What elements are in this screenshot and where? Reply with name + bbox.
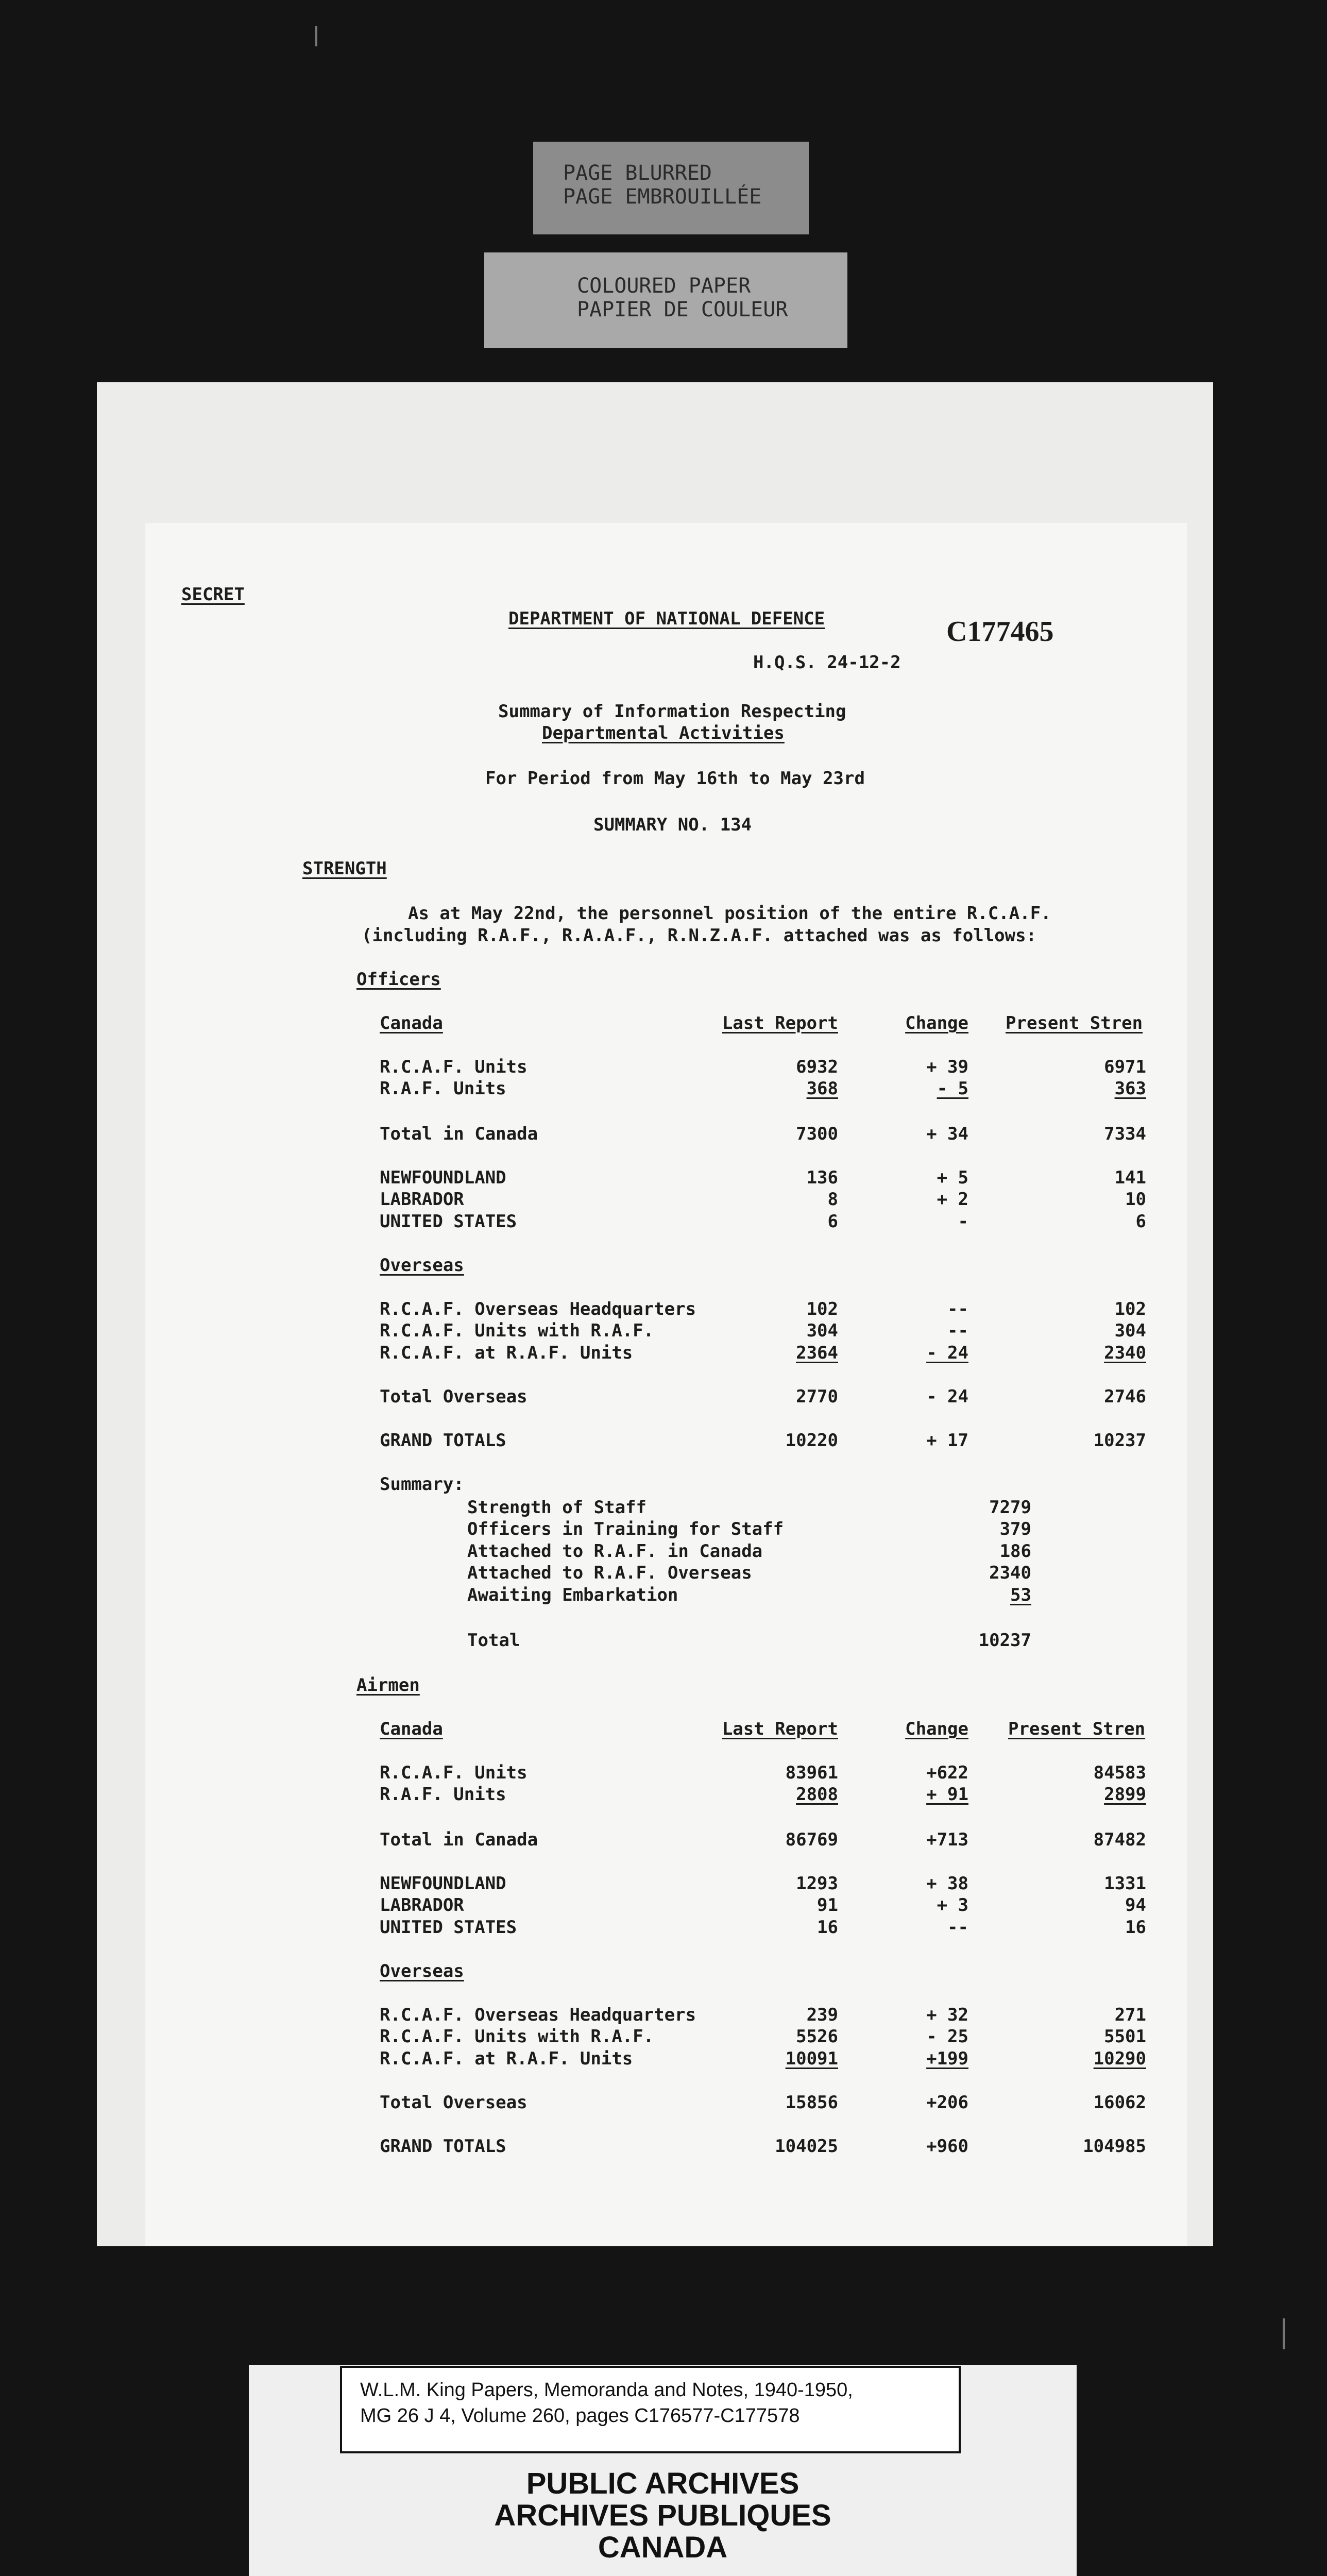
present-strength-value: 10237 bbox=[1093, 1430, 1146, 1451]
row-label: R.C.A.F. Overseas Headquarters bbox=[380, 1299, 696, 1319]
citation-box bbox=[340, 2366, 961, 2453]
present-strength-value: 141 bbox=[1114, 1167, 1146, 1188]
change-value: +199 bbox=[926, 2048, 968, 2069]
film-mark bbox=[1283, 2318, 1285, 2349]
change-value: + 39 bbox=[926, 1057, 968, 1077]
reference-number: C177465 bbox=[946, 616, 1054, 648]
change-value: + 91 bbox=[926, 1784, 968, 1805]
citation-line: W.L.M. King Papers, Memoranda and Notes, 1940-1950, bbox=[360, 2379, 853, 2401]
summary-row-value: 7279 bbox=[989, 1497, 1031, 1518]
row-label: NEWFOUNDLAND bbox=[380, 1873, 506, 1894]
summary-row-value: 379 bbox=[999, 1519, 1031, 1539]
change-value: -- bbox=[947, 1299, 968, 1319]
present-strength-value: 104985 bbox=[1083, 2136, 1146, 2157]
row-label: LABRADOR bbox=[380, 1189, 464, 1210]
tag-line: PAGE BLURRED bbox=[563, 161, 712, 185]
change-value: - bbox=[958, 1211, 968, 1232]
row-label: Total in Canada bbox=[380, 1124, 538, 1144]
archives-line: CANADA bbox=[598, 2531, 728, 2564]
present-strength-value: 304 bbox=[1114, 1320, 1146, 1341]
file-reference: H.Q.S. 24-12-2 bbox=[753, 652, 901, 673]
summary-row-value: 2340 bbox=[989, 1563, 1031, 1583]
row-label: Total Overseas bbox=[380, 2092, 528, 2113]
summary-row-value: 53 bbox=[1010, 1585, 1031, 1605]
summary-title: Summary of Information Respecting bbox=[498, 701, 846, 722]
last-report-value: 104025 bbox=[775, 2136, 838, 2157]
last-report-value: 239 bbox=[806, 2005, 838, 2025]
row-label: R.A.F. Units bbox=[380, 1784, 506, 1805]
intro-text: As at May 22nd, the personnel position of the entire R.C.A.F. bbox=[408, 903, 1051, 924]
page-blurred-tag bbox=[533, 142, 809, 234]
present-strength-value: 363 bbox=[1114, 1078, 1146, 1099]
last-report-value: 2770 bbox=[796, 1386, 838, 1407]
change-value: + 3 bbox=[937, 1895, 968, 1916]
change-value: +713 bbox=[926, 1829, 968, 1850]
section-heading: STRENGTH bbox=[302, 858, 387, 879]
present-strength-value: 2746 bbox=[1104, 1386, 1146, 1407]
last-report-value: 15856 bbox=[785, 2092, 838, 2113]
last-report-value: 368 bbox=[806, 1078, 838, 1099]
column-header: Canada bbox=[380, 1719, 443, 1739]
last-report-value: 2364 bbox=[796, 1343, 838, 1363]
present-strength-value: 84583 bbox=[1093, 1762, 1146, 1783]
last-report-value: 6932 bbox=[796, 1057, 838, 1077]
present-strength-value: 16062 bbox=[1093, 2092, 1146, 2113]
change-value: - 5 bbox=[937, 1078, 968, 1099]
change-value: +206 bbox=[926, 2092, 968, 2113]
row-label: R.C.A.F. at R.A.F. Units bbox=[380, 1343, 633, 1363]
last-report-value: 5526 bbox=[796, 2026, 838, 2047]
row-label: Total Overseas bbox=[380, 1386, 528, 1407]
last-report-value: 8 bbox=[827, 1189, 838, 1210]
present-strength-value: 5501 bbox=[1104, 2026, 1146, 2047]
citation-text bbox=[360, 2377, 853, 2429]
change-value: +622 bbox=[926, 1762, 968, 1783]
column-header: Last Report bbox=[722, 1719, 838, 1739]
summary-label: Summary: bbox=[380, 1474, 464, 1495]
airmen-heading: Airmen bbox=[356, 1675, 420, 1696]
column-header: Change bbox=[905, 1719, 968, 1739]
present-strength-value: 87482 bbox=[1093, 1829, 1146, 1850]
present-strength-value: 94 bbox=[1125, 1895, 1146, 1916]
summary-row-label: Awaiting Embarkation bbox=[467, 1585, 678, 1605]
present-strength-value: 2899 bbox=[1104, 1784, 1146, 1805]
last-report-value: 6 bbox=[827, 1211, 838, 1232]
change-value: + 38 bbox=[926, 1873, 968, 1894]
last-report-value: 10220 bbox=[785, 1430, 838, 1451]
summary-row-label: Attached to R.A.F. in Canada bbox=[467, 1541, 763, 1562]
officers-heading: Officers bbox=[356, 969, 441, 990]
change-value: +960 bbox=[926, 2136, 968, 2157]
overseas-heading: Overseas bbox=[380, 1961, 464, 1981]
row-label: UNITED STATES bbox=[380, 1211, 517, 1232]
tag-line: PAPIER DE COULEUR bbox=[577, 298, 788, 321]
archives-line: ARCHIVES PUBLIQUES bbox=[494, 2499, 831, 2532]
change-value: - 24 bbox=[926, 1386, 968, 1407]
last-report-value: 136 bbox=[806, 1167, 838, 1188]
change-value: + 2 bbox=[937, 1189, 968, 1210]
present-strength-value: 10 bbox=[1125, 1189, 1146, 1210]
change-value: - 25 bbox=[926, 2026, 968, 2047]
document-page bbox=[145, 523, 1187, 2246]
summary-number: SUMMARY NO. 134 bbox=[593, 815, 752, 835]
present-strength-value: 7334 bbox=[1104, 1124, 1146, 1144]
overseas-heading: Overseas bbox=[380, 1255, 464, 1276]
tag-line: COLOURED PAPER bbox=[577, 274, 751, 298]
row-label: UNITED STATES bbox=[380, 1917, 517, 1938]
last-report-value: 2808 bbox=[796, 1784, 838, 1805]
last-report-value: 91 bbox=[817, 1895, 838, 1916]
column-header: Present Stren bbox=[1006, 1013, 1143, 1033]
summary-row-label: Officers in Training for Staff bbox=[467, 1519, 784, 1539]
column-header: Present Stren bbox=[1008, 1719, 1146, 1739]
row-label: R.C.A.F. Units bbox=[380, 1057, 528, 1077]
intro-text: (including R.A.F., R.A.A.F., R.N.Z.A.F. attached was as follows: bbox=[362, 925, 1037, 946]
citation-line: MG 26 J 4, Volume 260, pages C176577-C177578 bbox=[360, 2405, 800, 2427]
summary-row-value: 10237 bbox=[978, 1630, 1031, 1651]
column-header: Last Report bbox=[722, 1013, 838, 1033]
last-report-value: 16 bbox=[817, 1917, 838, 1938]
present-strength-value: 10290 bbox=[1093, 2048, 1146, 2069]
department-heading: DEPARTMENT OF NATIONAL DEFENCE bbox=[508, 608, 825, 629]
present-strength-value: 16 bbox=[1125, 1917, 1146, 1938]
row-label: LABRADOR bbox=[380, 1895, 464, 1916]
change-value: + 5 bbox=[937, 1167, 968, 1188]
last-report-value: 304 bbox=[806, 1320, 838, 1341]
last-report-value: 7300 bbox=[796, 1124, 838, 1144]
present-strength-value: 6 bbox=[1135, 1211, 1146, 1232]
last-report-value: 86769 bbox=[785, 1829, 838, 1850]
column-header: Change bbox=[905, 1013, 968, 1033]
row-label: NEWFOUNDLAND bbox=[380, 1167, 506, 1188]
column-header: Canada bbox=[380, 1013, 443, 1033]
summary-row-label: Attached to R.A.F. Overseas bbox=[467, 1563, 752, 1583]
summary-row-label: Total bbox=[467, 1630, 520, 1651]
change-value: -- bbox=[947, 1320, 968, 1341]
row-label: Total in Canada bbox=[380, 1829, 538, 1850]
present-strength-value: 271 bbox=[1114, 2005, 1146, 2025]
present-strength-value: 6971 bbox=[1104, 1057, 1146, 1077]
last-report-value: 83961 bbox=[785, 1762, 838, 1783]
row-label: GRAND TOTALS bbox=[380, 1430, 506, 1451]
summary-row-label: Strength of Staff bbox=[467, 1497, 647, 1518]
present-strength-value: 1331 bbox=[1104, 1873, 1146, 1894]
archives-line: PUBLIC ARCHIVES bbox=[526, 2467, 799, 2500]
tag-line: PAGE EMBROUILLÉE bbox=[563, 185, 762, 209]
archives-stamp bbox=[249, 2468, 1077, 2564]
film-mark bbox=[315, 26, 317, 46]
change-value: - 24 bbox=[926, 1343, 968, 1363]
last-report-value: 10091 bbox=[785, 2048, 838, 2069]
row-label: R.C.A.F. at R.A.F. Units bbox=[380, 2048, 633, 2069]
row-label: GRAND TOTALS bbox=[380, 2136, 506, 2157]
row-label: R.C.A.F. Units with R.A.F. bbox=[380, 1320, 654, 1341]
classification-mark: SECRET bbox=[181, 584, 245, 605]
last-report-value: 102 bbox=[806, 1299, 838, 1319]
summary-row-value: 186 bbox=[999, 1541, 1031, 1562]
period-line: For Period from May 16th to May 23rd bbox=[485, 768, 865, 789]
change-value: + 32 bbox=[926, 2005, 968, 2025]
present-strength-value: 2340 bbox=[1104, 1343, 1146, 1363]
change-value: -- bbox=[947, 1917, 968, 1938]
row-label: R.C.A.F. Units with R.A.F. bbox=[380, 2026, 654, 2047]
last-report-value: 1293 bbox=[796, 1873, 838, 1894]
present-strength-value: 102 bbox=[1114, 1299, 1146, 1319]
row-label: R.C.A.F. Units bbox=[380, 1762, 528, 1783]
change-value: + 17 bbox=[926, 1430, 968, 1451]
change-value: + 34 bbox=[926, 1124, 968, 1144]
row-label: R.C.A.F. Overseas Headquarters bbox=[380, 2005, 696, 2025]
coloured-paper-tag bbox=[484, 252, 847, 348]
summary-title: Departmental Activities bbox=[542, 723, 785, 743]
row-label: R.A.F. Units bbox=[380, 1078, 506, 1099]
